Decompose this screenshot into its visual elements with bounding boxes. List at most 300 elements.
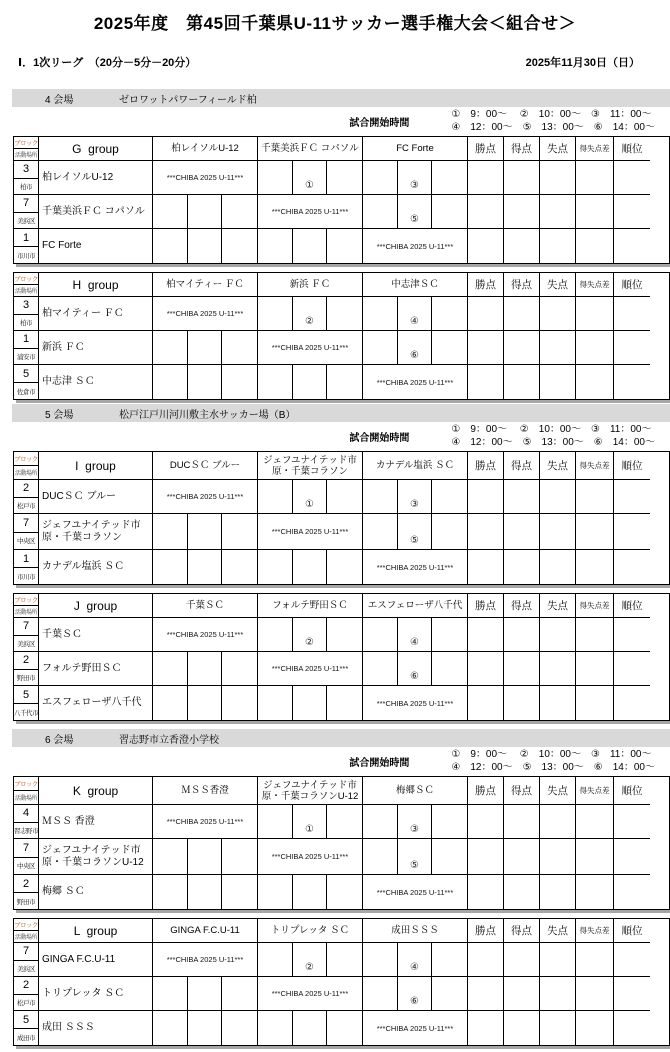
self-match-cell: [153, 618, 258, 652]
stat-cell: [504, 297, 540, 331]
stat-cell: [504, 1011, 540, 1045]
stat-cell: [504, 977, 540, 1011]
match-number-sub-cell: [188, 229, 223, 263]
stat-cell: [504, 331, 540, 365]
kickoff-times-lines: [451, 108, 655, 134]
score-sub-cell: [363, 805, 398, 838]
match-cell: [363, 652, 468, 686]
team-name-cell: 中志津 ＳＣ: [39, 365, 153, 399]
score-sub-cell: [153, 839, 188, 874]
score-sub-cell: [432, 652, 467, 685]
stat-cell: [540, 297, 576, 331]
stat-cell: [540, 652, 576, 686]
team-name-cell: 柏レイソルU-12: [39, 161, 153, 195]
match-number-sub-cell: [293, 229, 328, 263]
match-number: ③: [410, 499, 419, 510]
team-column-header: FC Forte: [363, 137, 468, 161]
stat-cell: [614, 977, 650, 1011]
kickoff-times-line-1: ① 9：00～ ② 10：00～ ③ 11：00～: [451, 109, 652, 120]
self-match-cell: [363, 229, 468, 263]
stat-cell: [576, 652, 614, 686]
match-number-sub-cell: [398, 480, 433, 513]
group-name-header: H group: [39, 273, 153, 297]
score-sub-cell: [327, 297, 362, 330]
match-cell: [153, 229, 258, 263]
match-number-sub-cell: [398, 161, 433, 194]
stat-cell: [576, 514, 614, 550]
score-sub-cell: [258, 1011, 293, 1045]
block-cell: [14, 195, 39, 229]
score-sub-cell: [222, 1011, 257, 1045]
match-cell: [153, 875, 258, 909]
team-name-cell: DUCＳＣ ブルー: [39, 480, 153, 514]
self-match-cell: [258, 331, 363, 365]
match-cell: [258, 480, 363, 514]
score-sub-cell: [327, 943, 362, 976]
match-cell: [258, 297, 363, 331]
stat-cell: [576, 943, 614, 977]
area-header-label: 活動場所: [14, 471, 37, 477]
stat-cell: [576, 805, 614, 839]
self-match-cell: [363, 550, 468, 584]
activity-area: 中央区: [17, 538, 35, 546]
stat-cell: [540, 331, 576, 365]
self-match-cell: [363, 875, 468, 909]
self-match-cell: [153, 161, 258, 195]
match-number-sub-cell: [398, 514, 433, 549]
score-sub-cell: [222, 839, 257, 874]
block-cell: [14, 514, 39, 550]
stat-cell: [614, 365, 650, 399]
block-number: 5: [14, 686, 38, 704]
team-column-header: 成田ＳＳＳ: [363, 919, 468, 943]
score-sub-cell: [258, 686, 293, 720]
stat-cell: [614, 297, 650, 331]
match-cell: [363, 297, 468, 331]
stat-cell: [468, 652, 504, 686]
team-column-header: DUCＳＣ ブルー: [153, 452, 258, 480]
match-number-sub-cell: [398, 839, 433, 874]
match-cell: [258, 943, 363, 977]
stat-column-header: 失点: [540, 594, 576, 618]
match-cell: [153, 365, 258, 399]
score-sub-cell: [222, 875, 257, 909]
stat-cell: [576, 480, 614, 514]
score-sub-cell: [432, 514, 467, 549]
score-sub-cell: [258, 229, 293, 263]
venue-number: 4 会場: [45, 94, 74, 106]
score-sub-cell: [432, 331, 467, 364]
match-number: ⑤: [410, 535, 419, 546]
block-cell: [14, 977, 39, 1011]
match-number-sub-cell: [293, 365, 328, 399]
match-cell: [258, 618, 363, 652]
match-number-sub-cell: [293, 875, 328, 909]
score-sub-cell: [153, 1011, 188, 1045]
score-sub-cell: [432, 839, 467, 874]
score-sub-cell: [363, 618, 398, 651]
stat-cell: [540, 550, 576, 584]
score-sub-cell: [327, 161, 362, 194]
match-number-sub-cell: [188, 875, 223, 909]
match-number: ⑤: [410, 214, 419, 225]
stat-column-header: 勝点: [468, 452, 504, 480]
group-table-L: [13, 918, 670, 1046]
match-cell: [363, 839, 468, 875]
self-match-cell: [258, 514, 363, 550]
self-match-cell: [153, 297, 258, 331]
score-sub-cell: [432, 297, 467, 330]
area-header-label: 活動場所: [14, 935, 37, 941]
stat-cell: [540, 161, 576, 195]
match-number-sub-cell: [188, 365, 223, 399]
stat-column-header: 失点: [540, 777, 576, 805]
match-cell: [363, 331, 468, 365]
stat-cell: [468, 686, 504, 720]
stat-cell: [540, 1011, 576, 1045]
kickoff-times-line-1: ① 9：00～ ② 10：00～ ③ 11：00～: [451, 424, 652, 435]
match-cell: [258, 1011, 363, 1045]
stat-cell: [504, 195, 540, 229]
team-name-cell: GINGA F.C.U-11: [39, 943, 153, 977]
match-number-sub-cell: [293, 297, 328, 330]
stat-cell: [576, 839, 614, 875]
self-match-cell: [153, 480, 258, 514]
stat-cell: [576, 875, 614, 909]
stat-cell: [540, 686, 576, 720]
block-column-header: [14, 777, 39, 805]
block-number: 2: [14, 977, 38, 995]
score-sub-cell: [258, 365, 293, 399]
stat-column-header: 勝点: [468, 273, 504, 297]
self-match-cell: [258, 652, 363, 686]
group-table-K: [13, 776, 670, 910]
team-column-header: 千葉ＳＣ: [153, 594, 258, 618]
stat-cell: [468, 875, 504, 909]
stat-cell: [468, 805, 504, 839]
block-number: 2: [14, 480, 38, 498]
stat-cell: [504, 618, 540, 652]
area-header-label: 活動場所: [14, 153, 37, 159]
stat-cell: [468, 977, 504, 1011]
stat-cell: [468, 297, 504, 331]
score-sub-cell: [363, 514, 398, 549]
self-match-cell: [258, 195, 363, 229]
score-sub-cell: [222, 514, 257, 549]
score-sub-cell: [363, 297, 398, 330]
match-cell: [258, 686, 363, 720]
stat-cell: [576, 365, 614, 399]
page-title: 2025年度 第45回千葉県U-11サッカー選手権大会＜組合せ＞: [93, 14, 577, 33]
score-sub-cell: [363, 195, 398, 228]
stat-cell: [504, 805, 540, 839]
block-cell: [14, 365, 39, 399]
stat-cell: [468, 1011, 504, 1045]
block-header-label: ブロック: [14, 777, 38, 791]
block-cell: [14, 652, 39, 686]
group-name-header: G group: [39, 137, 153, 161]
block-cell: [14, 686, 39, 720]
group-name-header: K group: [39, 777, 153, 805]
watermark-text: ***CHIBA 2025 U-11***: [271, 852, 349, 861]
team-column-header: ＭＳＳ香澄: [153, 777, 258, 805]
score-sub-cell: [153, 875, 188, 909]
match-number-sub-cell: [293, 943, 328, 976]
score-sub-cell: [153, 686, 188, 720]
watermark-text: ***CHIBA 2025 U-11***: [166, 817, 244, 826]
stat-column-header: 順位: [614, 777, 650, 805]
score-sub-cell: [153, 652, 188, 685]
team-column-header: フォルテ野田ＳＣ: [258, 594, 363, 618]
stat-cell: [540, 943, 576, 977]
match-number: ②: [305, 637, 314, 648]
stat-cell: [540, 480, 576, 514]
watermark-text: ***CHIBA 2025 U-11***: [166, 955, 244, 964]
stat-cell: [614, 875, 650, 909]
block-number: 7: [14, 943, 38, 961]
stat-cell: [468, 161, 504, 195]
stat-cell: [540, 514, 576, 550]
match-cell: [363, 480, 468, 514]
stat-cell: [614, 839, 650, 875]
kickoff-times-line-2: ④ 12：00～ ⑤ 13：00～ ⑥ 14：00～: [451, 762, 655, 773]
match-number-sub-cell: [398, 943, 433, 976]
group-name-header: I group: [39, 452, 153, 480]
match-cell: [363, 195, 468, 229]
watermark-text: ***CHIBA 2025 U-11***: [166, 630, 244, 639]
match-cell: [258, 161, 363, 195]
stat-cell: [468, 331, 504, 365]
block-number: 2: [14, 652, 38, 670]
stat-cell: [468, 943, 504, 977]
block-header-label: ブロック: [14, 452, 38, 466]
stat-cell: [614, 1011, 650, 1045]
match-number-sub-cell: [188, 652, 223, 685]
watermark-text: ***CHIBA 2025 U-11***: [376, 377, 454, 387]
watermark-text: ***CHIBA 2025 U-11***: [166, 309, 244, 318]
match-cell: [258, 805, 363, 839]
match-number: ②: [305, 316, 314, 327]
match-number: ③: [410, 824, 419, 835]
stat-column-header: 順位: [614, 273, 650, 297]
score-sub-cell: [432, 977, 467, 1010]
stat-cell: [614, 652, 650, 686]
match-cell: [153, 839, 258, 875]
match-number-sub-cell: [188, 686, 223, 720]
score-sub-cell: [327, 550, 362, 584]
score-sub-cell: [222, 977, 257, 1010]
team-name-cell: FC Forte: [39, 229, 153, 263]
section-row: [18, 54, 640, 70]
stat-cell: [504, 229, 540, 263]
score-sub-cell: [153, 514, 188, 549]
stat-cell: [614, 514, 650, 550]
activity-area: 美浜区: [17, 965, 35, 973]
block-header-label: ブロック: [14, 137, 38, 149]
activity-area: 市川市: [17, 252, 35, 260]
stat-column-header: 得点: [504, 777, 540, 805]
match-number: ⑤: [410, 860, 419, 871]
block-cell: [14, 1011, 39, 1045]
venue-name: 習志野市立香澄小学校: [119, 734, 219, 746]
score-sub-cell: [153, 550, 188, 584]
group-name-header: L group: [39, 919, 153, 943]
score-sub-cell: [432, 195, 467, 228]
team-name-cell: 千葉ＳＣ: [39, 618, 153, 652]
score-sub-cell: [153, 229, 188, 263]
block-header-label: ブロック: [14, 594, 38, 606]
score-sub-cell: [432, 943, 467, 976]
match-cell: [153, 550, 258, 584]
venue-number: 6 会場: [45, 734, 74, 746]
match-cell: [258, 550, 363, 584]
match-cell: [258, 229, 363, 263]
activity-area: 成田市: [17, 1034, 35, 1042]
match-cell: [153, 977, 258, 1011]
watermark-text: ***CHIBA 2025 U-11***: [271, 343, 349, 352]
score-sub-cell: [222, 331, 257, 364]
block-header-label: ブロック: [14, 273, 38, 285]
section-label: Ⅰ．1次リーグ （20分－5分－20分）: [18, 57, 197, 69]
stat-column-header: 順位: [614, 919, 650, 943]
stat-cell: [576, 195, 614, 229]
block-number: 5: [14, 1011, 38, 1029]
team-column-header: エスフェローザ八千代: [363, 594, 468, 618]
match-cell: [258, 875, 363, 909]
stat-column-header: 失点: [540, 452, 576, 480]
venues-container: [0, 89, 670, 1046]
match-cell: [153, 331, 258, 365]
match-number-sub-cell: [188, 195, 223, 228]
score-sub-cell: [363, 652, 398, 685]
area-header-label: 活動場所: [14, 796, 37, 802]
block-cell: [14, 297, 39, 331]
team-name-cell: ジェフユナイテッド市原・千葉コラソン: [39, 514, 153, 550]
match-number: ③: [410, 180, 419, 191]
block-cell: [14, 805, 39, 839]
match-number: ④: [410, 637, 419, 648]
self-match-cell: [363, 1011, 468, 1045]
group-table-G: [13, 136, 670, 264]
stat-cell: [614, 229, 650, 263]
match-number-sub-cell: [398, 331, 433, 364]
score-sub-cell: [222, 550, 257, 584]
match-cell: [153, 686, 258, 720]
block-cell: [14, 331, 39, 365]
match-number-sub-cell: [188, 977, 223, 1010]
match-cell: [363, 805, 468, 839]
stat-cell: [468, 365, 504, 399]
stat-cell: [468, 195, 504, 229]
score-sub-cell: [432, 161, 467, 194]
block-column-header: [14, 594, 39, 618]
block-cell: [14, 480, 39, 514]
stat-cell: [540, 977, 576, 1011]
score-sub-cell: [258, 875, 293, 909]
stat-cell: [540, 839, 576, 875]
match-number-sub-cell: [188, 839, 223, 874]
group-table-H: [13, 272, 670, 400]
block-number: 1: [14, 331, 38, 349]
block-column-header: [14, 137, 39, 161]
stat-column-header: 得失点差: [576, 452, 614, 480]
team-name-cell: 千葉美浜ＦＣ コパソル: [39, 195, 153, 229]
activity-area: 美浜区: [17, 217, 35, 225]
score-sub-cell: [222, 686, 257, 720]
block-number: 3: [14, 297, 38, 315]
stat-cell: [468, 229, 504, 263]
score-sub-cell: [432, 480, 467, 513]
match-cell: [363, 514, 468, 550]
score-sub-cell: [327, 875, 362, 909]
group-table-I: [13, 451, 670, 585]
team-column-header: 柏レイソルU-12: [153, 137, 258, 161]
stat-column-header: 順位: [614, 594, 650, 618]
match-number: ⑥: [410, 671, 419, 682]
self-match-cell: [363, 686, 468, 720]
score-sub-cell: [432, 805, 467, 838]
stat-cell: [614, 161, 650, 195]
stat-cell: [576, 686, 614, 720]
stat-cell: [504, 365, 540, 399]
score-sub-cell: [258, 805, 293, 838]
stat-column-header: 順位: [614, 452, 650, 480]
match-number: ②: [305, 962, 314, 973]
score-sub-cell: [327, 365, 362, 399]
score-sub-cell: [327, 229, 362, 263]
team-column-header: ジェフユナイテッド市原・千葉コラソンU-12: [258, 777, 363, 805]
kickoff-times: [0, 108, 655, 134]
score-sub-cell: [258, 480, 293, 513]
score-sub-cell: [222, 229, 257, 263]
block-number: 1: [14, 229, 38, 247]
stat-cell: [614, 805, 650, 839]
match-number-sub-cell: [293, 805, 328, 838]
activity-area: 松戸市: [17, 999, 35, 1007]
kickoff-times: [0, 423, 655, 449]
activity-area: 松戸市: [17, 502, 35, 510]
stat-column-header: 得点: [504, 594, 540, 618]
match-cell: [258, 365, 363, 399]
stat-cell: [540, 618, 576, 652]
block-cell: [14, 161, 39, 195]
block-cell: [14, 229, 39, 263]
block-cell: [14, 618, 39, 652]
score-sub-cell: [327, 618, 362, 651]
block-number: 3: [14, 161, 38, 179]
block-number: 2: [14, 875, 38, 893]
score-sub-cell: [363, 161, 398, 194]
score-sub-cell: [153, 365, 188, 399]
team-name-cell: フォルテ野田ＳＣ: [39, 652, 153, 686]
stat-cell: [504, 161, 540, 195]
stat-column-header: 勝点: [468, 919, 504, 943]
score-sub-cell: [327, 686, 362, 720]
stat-column-header: 順位: [614, 137, 650, 161]
stat-cell: [614, 550, 650, 584]
score-sub-cell: [327, 805, 362, 838]
match-number: ①: [305, 180, 314, 191]
score-sub-cell: [258, 618, 293, 651]
stat-cell: [614, 480, 650, 514]
stat-cell: [576, 331, 614, 365]
match-number-sub-cell: [398, 618, 433, 651]
team-column-header: トリプレッタ ＳＣ: [258, 919, 363, 943]
stat-cell: [504, 514, 540, 550]
watermark-text: ***CHIBA 2025 U-11***: [376, 241, 454, 251]
kickoff-times-label: 試合開始時間: [349, 757, 410, 769]
group-name-header: J group: [39, 594, 153, 618]
